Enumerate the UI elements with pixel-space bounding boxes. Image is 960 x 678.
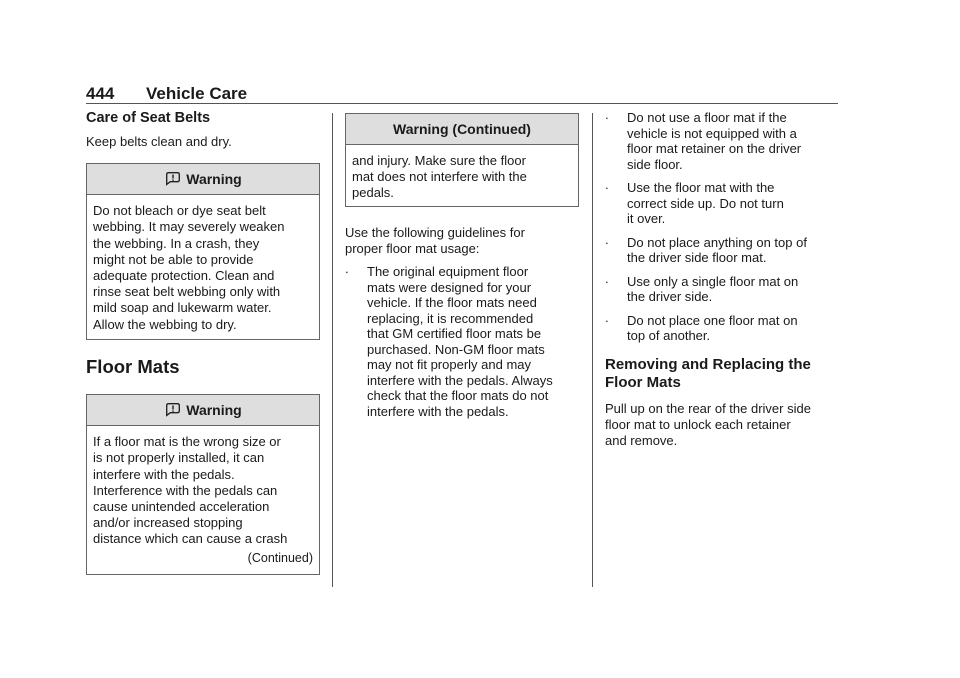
list-item bbox=[605, 110, 839, 172]
column-1 bbox=[86, 110, 320, 575]
bullet-marker: ∙ bbox=[345, 264, 349, 280]
seat-belts-heading: Care of Seat Belts bbox=[86, 110, 211, 126]
bullet-line: replacing, it is recommended bbox=[367, 310, 534, 326]
bullet-text bbox=[627, 180, 839, 227]
guidelines-intro-line: proper floor mat usage: bbox=[345, 241, 480, 257]
bullet-marker: ∙ bbox=[605, 234, 609, 250]
warning-line: the webbing. In a crash, they bbox=[93, 235, 260, 251]
seat-belt-warning-body bbox=[87, 195, 319, 339]
bullet-line: that GM certified floor mats be bbox=[367, 326, 542, 342]
list-item bbox=[605, 313, 839, 344]
warning-line: Do not bleach or dye seat belt bbox=[93, 203, 266, 219]
bullet-marker: ∙ bbox=[605, 110, 609, 125]
warning-line: mild soap and lukewarm water. bbox=[93, 300, 272, 316]
seat-belts-intro: Keep belts clean and dry. bbox=[86, 134, 232, 149]
warning-line: adequate protection. Clean and bbox=[93, 268, 275, 284]
bullet-line: The original equipment floor bbox=[367, 264, 529, 280]
column-divider-2 bbox=[592, 113, 593, 587]
bullet-line: check that the floor mats do not bbox=[367, 388, 549, 404]
warning-line: distance which can cause a crash bbox=[93, 531, 288, 547]
bullet-line: Use only a single floor mat on bbox=[627, 273, 799, 289]
floor-mat-warning-continued-box bbox=[345, 113, 579, 207]
floor-mat-warning-box bbox=[86, 394, 320, 575]
bullet-marker: ∙ bbox=[605, 180, 609, 195]
warning-title: Warning bbox=[186, 171, 242, 188]
column-divider-1 bbox=[332, 113, 333, 587]
removing-body-line: and remove. bbox=[605, 432, 678, 448]
list-item bbox=[605, 235, 839, 266]
guidelines-intro bbox=[345, 225, 579, 257]
floor-mat-warning-body bbox=[87, 426, 319, 572]
bullet-line: Do not use a floor mat if the bbox=[627, 110, 787, 125]
removing-body bbox=[605, 401, 839, 450]
page-number: 444 bbox=[86, 84, 115, 103]
removing-body-line: floor mat to unlock each retainer bbox=[605, 416, 791, 432]
bullet-marker: ∙ bbox=[605, 312, 609, 328]
warning-line: pedals. bbox=[352, 185, 394, 201]
bullet-line: top of another. bbox=[627, 328, 711, 343]
section-title: Vehicle Care bbox=[146, 84, 248, 103]
bullet-marker: ∙ bbox=[605, 273, 609, 289]
list-item bbox=[605, 274, 839, 305]
bullet-text bbox=[627, 235, 839, 266]
warning-title: Warning bbox=[186, 402, 242, 419]
bullet-text bbox=[627, 110, 839, 172]
page-header bbox=[86, 84, 838, 104]
removing-heading-line: Removing and Replacing the bbox=[605, 355, 811, 373]
warning-line: Allow the webbing to dry. bbox=[93, 316, 237, 332]
bullet-text bbox=[627, 313, 839, 344]
continued-label: (Continued) bbox=[247, 550, 313, 565]
bullet-line: may not fit properly and may bbox=[367, 357, 532, 373]
header-divider bbox=[86, 103, 838, 104]
warning-icon bbox=[164, 401, 182, 419]
warning-icon bbox=[164, 170, 182, 188]
warning-line: and injury. Make sure the floor bbox=[352, 153, 526, 168]
removing-body-line: Pull up on the rear of the driver side bbox=[605, 400, 811, 416]
warning-line: mat does not interfere with the bbox=[352, 169, 527, 185]
column-3 bbox=[605, 110, 839, 449]
bullet-line: vehicle is not equipped with a bbox=[627, 125, 797, 141]
bullet-line: the driver side. bbox=[627, 289, 713, 304]
bullet-line: the driver side floor mat. bbox=[627, 250, 767, 265]
bullet-line: interfere with the pedals. Always bbox=[367, 372, 553, 388]
bullet-line: Do not place anything on top of bbox=[627, 234, 807, 250]
floor-mat-warning-header bbox=[87, 395, 319, 426]
warning-line: might not be able to provide bbox=[93, 251, 254, 267]
bullet-line: correct side up. Do not turn bbox=[627, 195, 784, 211]
bullet-line: vehicle. If the floor mats need bbox=[367, 295, 537, 311]
bullet-line: Do not place one floor mat on bbox=[627, 312, 798, 328]
column-2 bbox=[345, 113, 579, 419]
warning-line: If a floor mat is the wrong size or bbox=[93, 434, 281, 450]
warning-continued-title: Warning (Continued) bbox=[393, 121, 531, 137]
removing-heading-line: Floor Mats bbox=[605, 373, 681, 391]
bullet-line: purchased. Non-GM floor mats bbox=[367, 341, 545, 357]
bullet-text bbox=[367, 264, 579, 419]
list-item bbox=[345, 264, 579, 419]
bullet-line: side floor. bbox=[627, 156, 683, 172]
bullet-line: floor mat retainer on the driver bbox=[627, 141, 802, 156]
warning-line: interfere with the pedals. bbox=[93, 466, 235, 482]
warning-line: is not properly installed, it can bbox=[93, 450, 265, 466]
bullet-line: mats were designed for your bbox=[367, 279, 532, 295]
warning-continued-body bbox=[346, 145, 578, 208]
bullet-line: interfere with the pedals. bbox=[367, 403, 509, 419]
seat-belt-warning-box bbox=[86, 163, 320, 340]
warning-line: rinse seat belt webbing only with bbox=[93, 284, 281, 300]
bullet-text bbox=[627, 274, 839, 305]
warning-line: cause unintended acceleration bbox=[93, 499, 270, 515]
seat-belt-warning-header bbox=[87, 164, 319, 195]
bullet-line: Use the floor mat with the bbox=[627, 180, 775, 195]
bullet-line: it over. bbox=[627, 211, 666, 226]
warning-line: webbing. It may severely weaken bbox=[93, 219, 285, 235]
floor-mats-heading: Floor Mats bbox=[86, 356, 180, 378]
list-item bbox=[605, 180, 839, 227]
warning-line: Interference with the pedals can bbox=[93, 482, 278, 498]
removing-heading bbox=[605, 356, 839, 392]
warning-continued-header bbox=[346, 114, 578, 145]
guidelines-intro-line: Use the following guidelines for bbox=[345, 225, 525, 240]
warning-line: and/or increased stopping bbox=[93, 515, 243, 531]
